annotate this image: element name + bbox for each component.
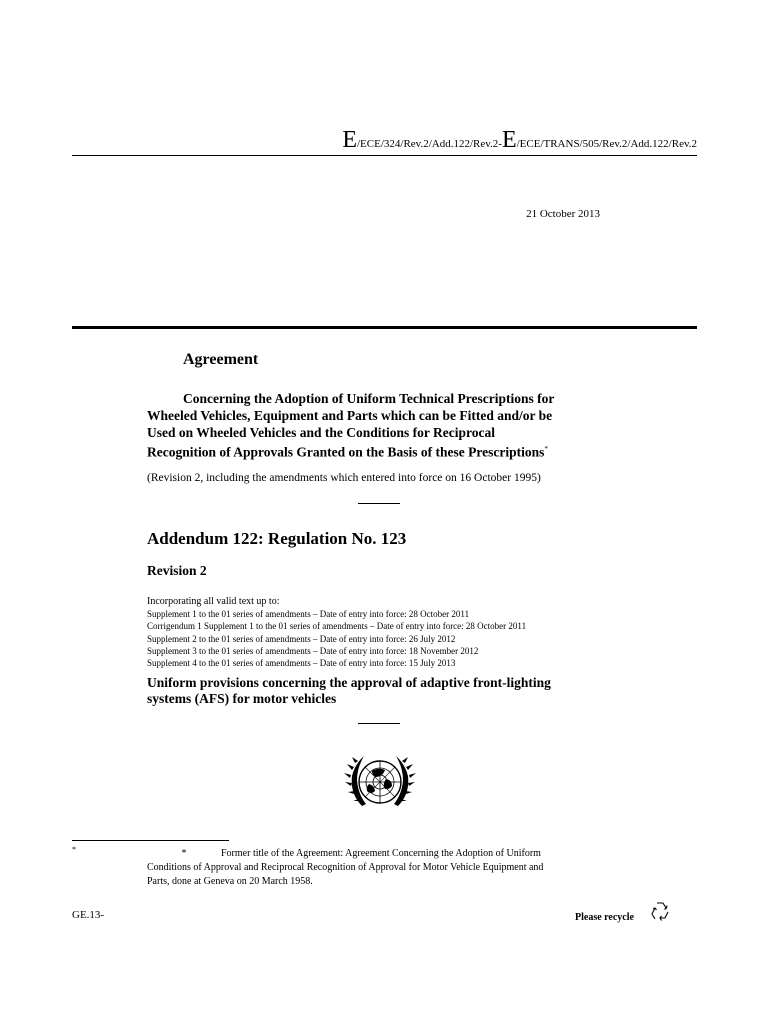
- footnote-text: Parts, done at Geneva on 20 March 1958.: [147, 876, 313, 887]
- addendum-title: Addendum 122: Regulation No. 123: [147, 529, 407, 548]
- document-date: 21 October 2013: [526, 208, 600, 220]
- header-rule: [72, 155, 697, 156]
- footnote-marker: *: [72, 845, 76, 854]
- incorporating-text: Incorporating all valid text up to:: [147, 596, 280, 607]
- agreement-title: Agreement: [183, 351, 259, 368]
- job-number: GE.13-: [72, 909, 105, 921]
- un-emblem-icon: [336, 746, 424, 818]
- symbol-text: /ECE/TRANS/505/Rev.2/Add.122/Rev.2: [516, 138, 697, 150]
- regulation-title: [147, 675, 627, 707]
- footnote-text: Conditions of Approval and Reciprocal Recognition of Approval for Motor Vehicle Equipment and: [147, 862, 544, 873]
- supplement-list: [147, 608, 526, 669]
- revision-title: Revision 2: [147, 563, 207, 578]
- supplement-item: Supplement 3 to the 01 series of amendments – Date of entry into force: 18 November 2012: [147, 645, 479, 656]
- recycle-icon: [648, 900, 672, 924]
- supplement-item: Corrigendum 1 Supplement 1 to the 01 series of amendments – Date of entry into force: 28 October 2011: [147, 621, 527, 632]
- footnote-marker: *: [181, 848, 187, 859]
- regulation-title-line: systems (AFS) for motor vehicles: [147, 691, 337, 706]
- subtitle-line: Concerning the Adoption of Uniform Technical Prescriptions for: [183, 391, 555, 406]
- symbol-text: /ECE/324/Rev.2/Add.122/Rev.2-: [357, 138, 502, 150]
- separator-rule: [358, 503, 400, 504]
- supplement-item: Supplement 2 to the 01 series of amendments – Date of entry into force: 26 July 2012: [147, 633, 456, 644]
- document-symbol: [72, 128, 697, 156]
- supplement-item: Supplement 4 to the 01 series of amendments – Date of entry into force: 15 July 2013: [147, 658, 456, 669]
- supplement-item: Supplement 1 to the 01 series of amendments – Date of entry into force: 28 October 2011: [147, 609, 470, 619]
- regulation-title-line: Uniform provisions concerning the approval of adaptive front-lighting: [147, 675, 551, 690]
- title-rule: [72, 326, 697, 329]
- symbol-prefix: E: [501, 127, 517, 153]
- footnote-text: Former title of the Agreement: Agreement Concerning the Adoption of Uniform: [221, 848, 541, 859]
- subtitle-line: Used on Wheeled Vehicles and the Conditions for Reciprocal: [147, 425, 496, 440]
- subtitle-line: Wheeled Vehicles, Equipment and Parts which can be Fitted and/or be: [147, 408, 553, 423]
- subtitle-line: Recognition of Approvals Granted on the Basis of these Prescriptions: [147, 444, 545, 460]
- footnote: [147, 847, 627, 889]
- revision-note: (Revision 2, including the amendments which entered into force on 16 October 1995): [147, 472, 541, 484]
- separator-rule: [358, 723, 400, 724]
- symbol-prefix: E: [342, 127, 357, 153]
- footnote-marker: *: [544, 445, 548, 453]
- recycle-label: Please recycle: [575, 912, 634, 923]
- footnote-rule: [72, 840, 229, 841]
- agreement-subtitle: [147, 390, 627, 461]
